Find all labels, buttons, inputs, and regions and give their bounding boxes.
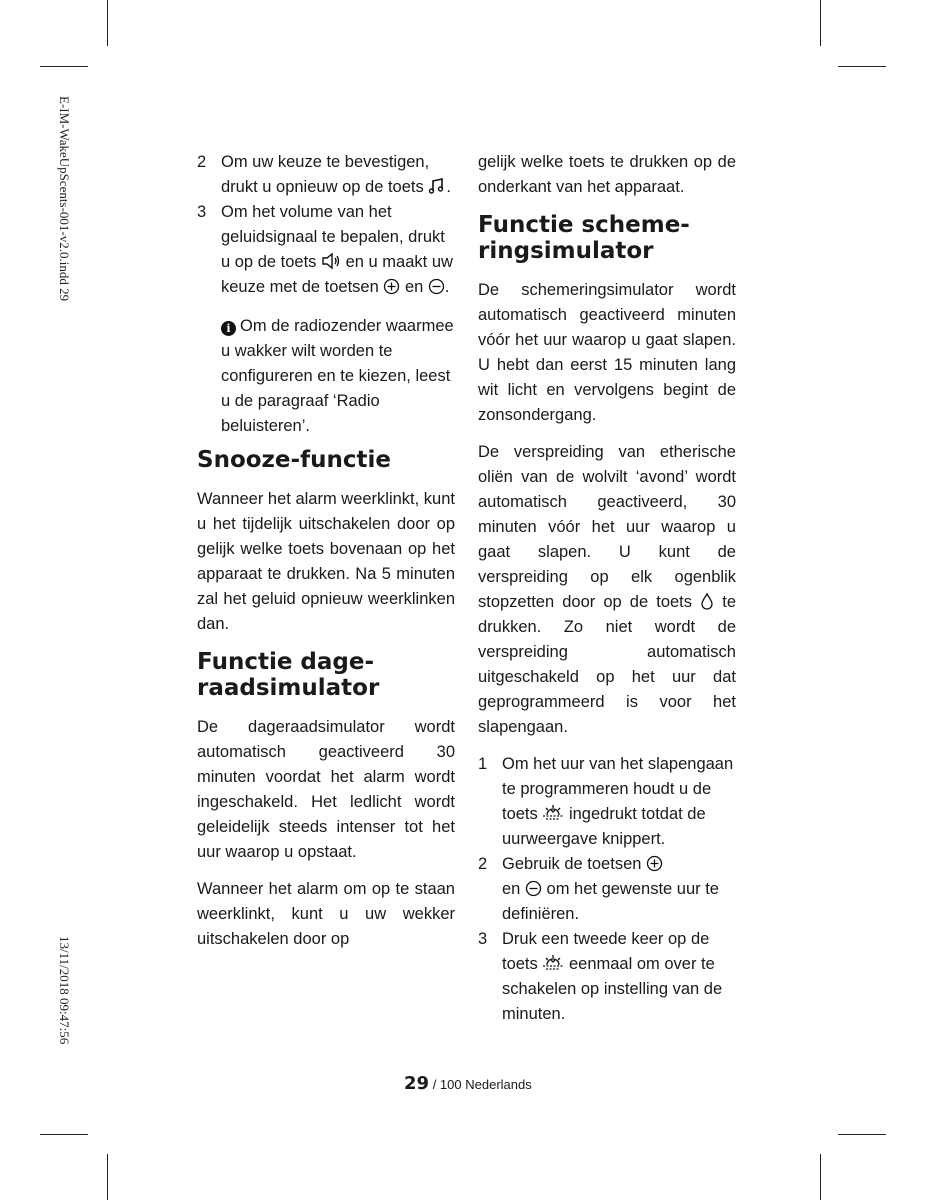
snooze-paragraph: Wanneer het alarm weerklinkt, kunt u het tijdelijk uitschakelen door op gelijk welke toets bovenaan op het apparaat te drukken. Na 5 minuten zal het geluid opnieuw weerklinken dan. — [197, 490, 455, 633]
crop-mark — [820, 1154, 821, 1200]
sunset-icon — [542, 954, 564, 972]
speaker-icon — [321, 252, 341, 270]
dawn-paragraph-2: Wanneer het alarm om op te staan weerklinkt, kunt u uw wekker uitschakelen door op — [197, 880, 455, 948]
step-3: 3 Om het volume van het geluidsignaal te bepalen, drukt u op de toets en u maakt uw keuze met de toetsen en . — [197, 200, 455, 300]
step-2: 2 Om uw keuze te bevestigen, drukt u opnieuw op de toets . — [197, 150, 455, 200]
continued-paragraph: gelijk welke toets te drukken op de onderkant van het apparaat. — [478, 153, 736, 196]
crop-mark — [820, 0, 821, 46]
section-heading-dawn: Functie dage- raadsimulator — [197, 649, 380, 701]
crop-mark — [107, 0, 108, 46]
slug-date: 13/11/2018 09:47:56 — [57, 936, 72, 1045]
crop-mark — [838, 66, 886, 67]
language-label: Nederlands — [465, 1077, 532, 1092]
slug-file: E-IM-WakeUpScents-001-v2.0.indd 29 — [57, 96, 72, 302]
dusk-paragraph-1: De schemeringsimulator wordt automatisch geactiveerd minuten vóór het uur waarop u gaat slapen. U hebt dan eerst 15 minuten lang wit licht en vervolgens begint de zonsondergang. — [478, 281, 736, 424]
minus-circle-icon — [428, 278, 445, 295]
music-note-icon — [428, 177, 446, 195]
crop-mark — [838, 1134, 886, 1135]
plus-circle-icon — [383, 278, 400, 295]
dawn-paragraph-1: De dageraadsimulator wordt automatisch geactiveerd 30 minuten voordat het alarm wordt ingeschakeld. Het ledlicht wordt geleidelijk steeds intenser tot het uur waarop u opstaat. — [197, 718, 455, 861]
sunset-icon — [542, 804, 564, 822]
step-number: 2 — [478, 855, 488, 873]
page-number: 29 — [404, 1073, 430, 1094]
dusk-step-3: 3 Druk een tweede keer op de toets eenmaal om over te schakelen op instelling van de minuten. — [478, 927, 736, 1027]
dusk-step-2: 2 Gebruik de toetsen en om het gewenste uur te definiëren. — [478, 852, 736, 927]
left-column — [197, 150, 455, 964]
step-number: 3 — [478, 930, 488, 948]
plus-circle-icon — [646, 855, 663, 872]
info-icon: i — [221, 321, 236, 336]
crop-mark — [40, 66, 88, 67]
crop-mark — [40, 1134, 88, 1135]
dusk-paragraph-2: De verspreiding van etherische oliën van de wolvilt ‘avond’ wordt automatisch geactiveerd, 30 minuten vóór het uur waarop u gaat slapen. U kunt de verspreiding op elk ogenblik stopzetten door op de toets te drukken. Zo niet wordt de verspreiding automatisch uitgeschakeld op het uur dat geprogrammeerd is voor het slapengaan. — [478, 443, 736, 736]
dusk-step-1: 1 Om het uur van het slapengaan te programmeren houdt u de toets ingedrukt totdat de uurweergave knippert. — [478, 752, 736, 852]
info-note: i Om de radiozender waarmee u wakker wilt worden te configureren en te kiezen, leest u de paragraaf ‘Radio beluisteren’. — [221, 317, 454, 435]
minus-circle-icon — [525, 880, 542, 897]
step-number: 2 — [197, 153, 207, 171]
crop-mark — [107, 1154, 108, 1200]
right-column — [478, 150, 736, 1027]
page-total: / 100 — [432, 1077, 462, 1092]
drop-icon — [700, 593, 714, 610]
step-number: 1 — [478, 755, 488, 773]
page-footer — [404, 1073, 532, 1094]
section-heading-dusk: Functie scheme- ringsimulator — [478, 212, 690, 264]
step-number: 3 — [197, 203, 207, 221]
section-heading-snooze: Snooze-functie — [197, 447, 391, 473]
